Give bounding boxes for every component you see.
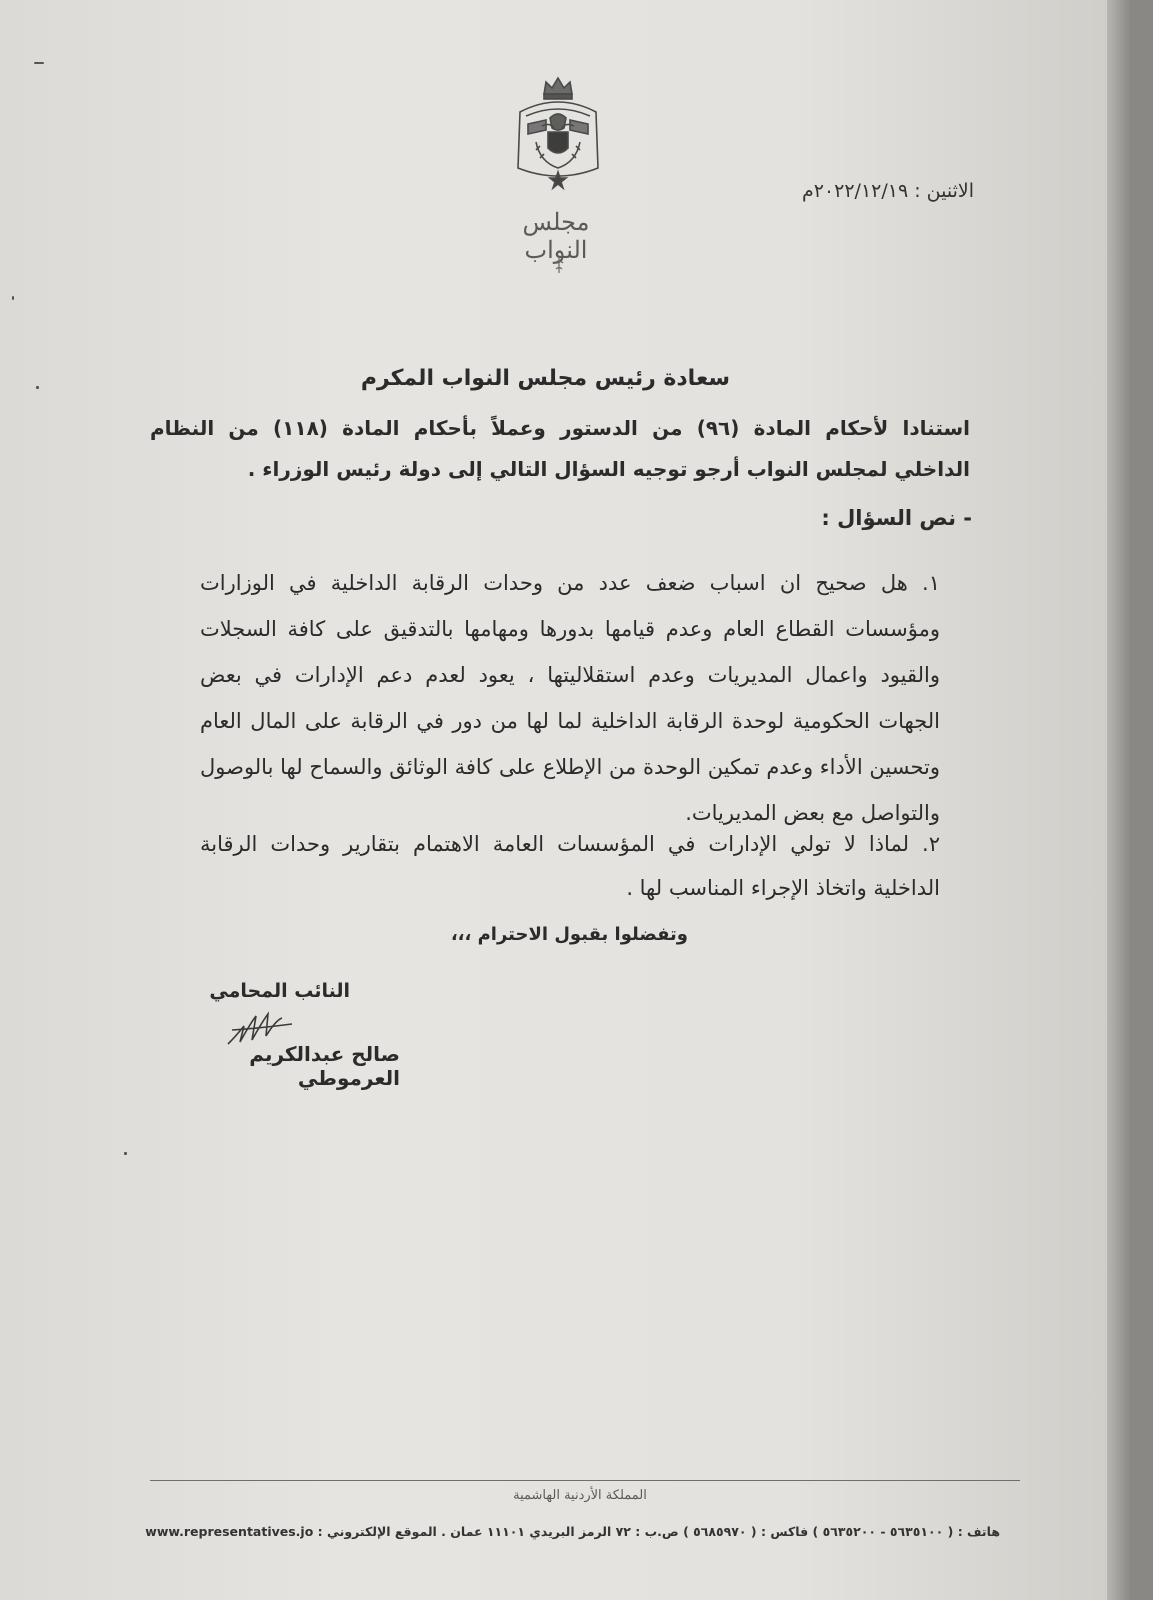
question-item bbox=[200, 822, 940, 910]
paper-speck bbox=[124, 1152, 127, 1155]
signatory-name: صالح عبدالكريم العرموطي bbox=[249, 1042, 400, 1090]
closing-line: وتفضلوا بقبول الاحترام ،،، bbox=[450, 924, 688, 945]
salutation: سعادة رئيس مجلس النواب المكرم bbox=[360, 366, 730, 391]
question-text: هل صحيح ان اسباب ضعف عدد من وحدات الرقابة الداخلية في الوزارات ومؤسسات القطاع العام وعدم قيامها بدورها ومهامها بالتدقيق على كافة السجلات والقيود واعمال المديريات وعدم استقلاليتها ، يعود لعدم دعم الإدارات في بعض الجهات الحكومية لوحدة الرقابة الداخلية لما لها من دور في الرقابة على المال العام وتحسين الأداء وعدم تمكين الوحدة من الإطلاع على كافة الوثائق والسماح لها بالوصول والتواصل مع بعض المديريات. bbox=[200, 571, 940, 825]
question-number: ١. bbox=[922, 571, 940, 595]
council-name: مجلس النواب bbox=[522, 208, 590, 264]
paper-speck bbox=[12, 296, 14, 300]
jordan-royal-emblem-icon bbox=[506, 72, 610, 192]
paper-speck bbox=[36, 386, 39, 389]
intro-paragraph: استنادا لأحكام المادة (٩٦) من الدستور وعملاً بأحكام المادة (١١٨) من النظام الداخلي لمجلس النواب أرجو توجيه السؤال التالي إلى دولة رئيس الوزراء . bbox=[150, 416, 971, 481]
paper-speck bbox=[34, 62, 44, 64]
footer-divider bbox=[150, 1480, 1020, 1481]
question-heading: - نص السؤال : bbox=[821, 506, 972, 530]
footer-contact-info: هاتف : ( ٥٦٣٥١٠٠ - ٥٦٣٥٢٠٠ ) فاكس : ( ٥٦٨٥٩٧٠ ) ص.ب : ٧٢ الرمز البريدي ١١١٠١ عمان . الموقع الإلكتروني : www.representatives.jo bbox=[145, 1524, 1000, 1539]
question-item bbox=[200, 560, 940, 836]
ornament-icon bbox=[553, 255, 565, 275]
footer-org-name: المملكة الأردنية الهاشمية bbox=[513, 1488, 647, 1503]
letter-date: الاثنين : ٢٠٢٢/١٢/١٩م bbox=[801, 180, 974, 202]
question-text: لماذا لا تولي الإدارات في المؤسسات العامة الاهتمام بتقارير وحدات الرقابة الداخلية واتخاذ الإجراء المناسب لها . bbox=[200, 832, 940, 900]
question-number: ٢. bbox=[922, 832, 940, 856]
page-edge-shadow bbox=[1107, 0, 1130, 1600]
signatory-title: النائب المحامي bbox=[209, 980, 350, 1002]
